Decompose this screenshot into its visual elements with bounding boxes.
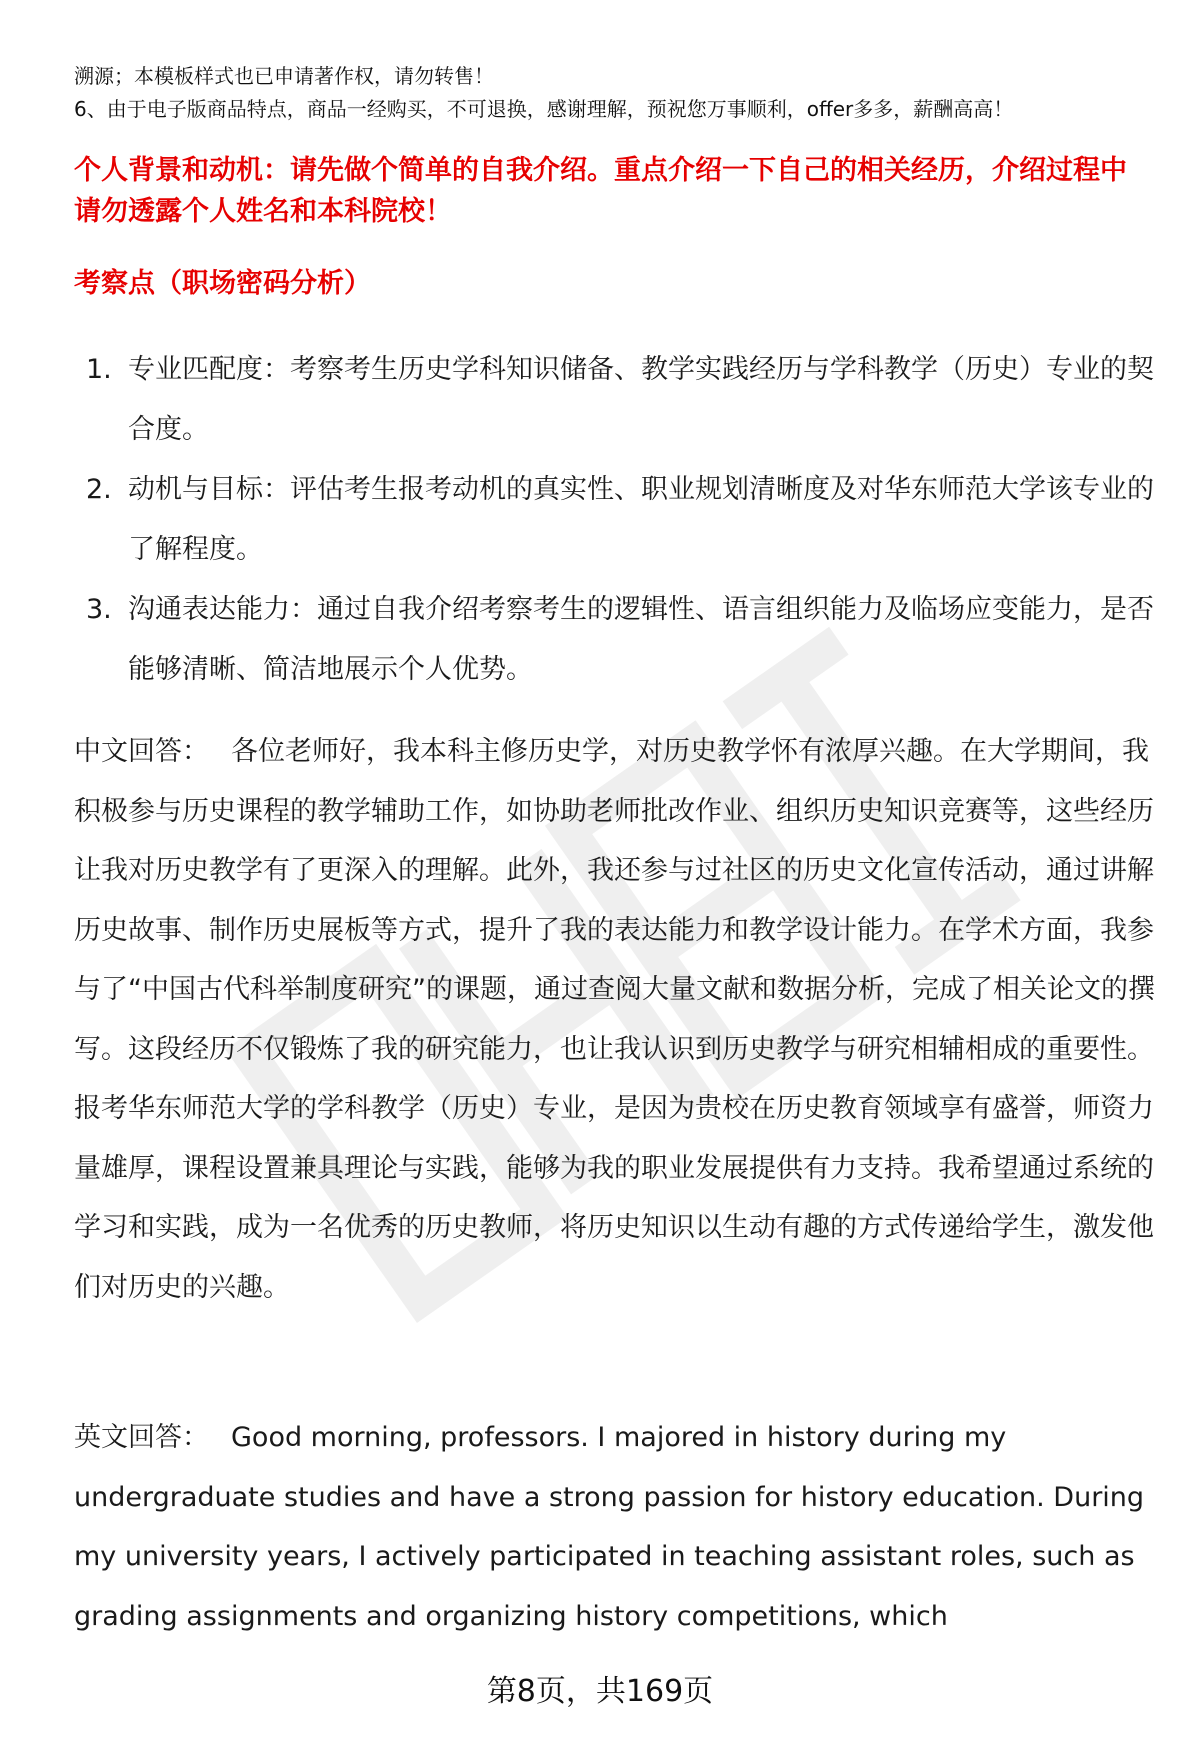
chinese-answer-text: 各位老师好，我本科主修历史学，对历史教学怀有浓厚兴趣。在大学期间，我积极参与历史课程的教学辅助工作，如协助老师批改作业、组织历史知识竞赛等，这些经历让我对历史教学有了更深入的理解。此外，我还参与过社区的历史文化宣传活动，通过讲解历史故事、制作历史展板等方式，提升了我的表达能力和教学设计能力。在学术方面，我参与了“中国古代科举制度研究”的课题，通过查阅大量文献和数据分析，完成了相关论文的撰写。这段经历不仅锻炼了我的研究能力，也让我认识到历史教学与研究相辅相成的重要性。报考华东师范大学的学科教学（历史）专业，是因为贵校在历史教育领域享有盛誉，师资力量雄厚，课程设置兼具理论与实践，能够为我的职业发展提供有力支持。我希望通过系统的学习和实践，成为一名优秀的历史教师，将历史知识以生动有趣的方式传递给学生，激发他们对历史的兴趣。 — [74, 736, 1155, 1303]
question-heading: 个人背景和动机：请先做个简单的自我介绍。重点介绍一下自己的相关经历，介绍过程中请勿透露个人姓名和本科院校！ — [74, 155, 1127, 227]
assessment-points-heading: 考察点（职场密码分析） — [74, 268, 371, 299]
list-item-text: 动机与目标：评估考生报考动机的真实性、职业规划清晰度及对华东师范大学该专业的了解程度。 — [128, 474, 1154, 565]
list-number: 1. — [86, 354, 112, 385]
notice-block — [74, 60, 1134, 126]
list-number: 2. — [86, 474, 112, 505]
list-item — [74, 580, 1154, 700]
list-item-text: 沟通表达能力：通过自我介绍考察考生的逻辑性、语言组织能力及临场应变能力，是否能够清晰、简洁地展示个人优势。 — [128, 594, 1154, 685]
english-answer-label: 英文回答： — [74, 1422, 209, 1453]
notice-line-1: 溯源；本模板样式也已申请著作权，请勿转售！ — [74, 64, 494, 88]
list-item-text: 专业匹配度：考察考生历史学科知识储备、教学实践经历与学科教学（历史）专业的契合度。 — [128, 354, 1154, 445]
list-item — [74, 340, 1154, 460]
english-answer-text: Good morning, professors. I majored in history during my undergraduate studies and have a strong passion for history education. During my university years, I actively participated in teaching assistant roles, such as grading assignments and organizing history competitions, which — [74, 1422, 1145, 1632]
page-number-footer: 第8页，共169页 — [486, 1674, 714, 1709]
chinese-answer-label: 中文回答： — [74, 736, 209, 767]
list-number: 3. — [86, 594, 112, 625]
notice-line-2: 6、由于电子版商品特点，商品一经购买，不可退换，感谢理解，预祝您万事顺利，offer多多，薪酬高高！ — [74, 97, 1014, 121]
list-item — [74, 460, 1154, 580]
chinese-answer — [74, 722, 1159, 1317]
assessment-points-list — [74, 340, 1154, 700]
english-answer — [74, 1408, 1159, 1646]
